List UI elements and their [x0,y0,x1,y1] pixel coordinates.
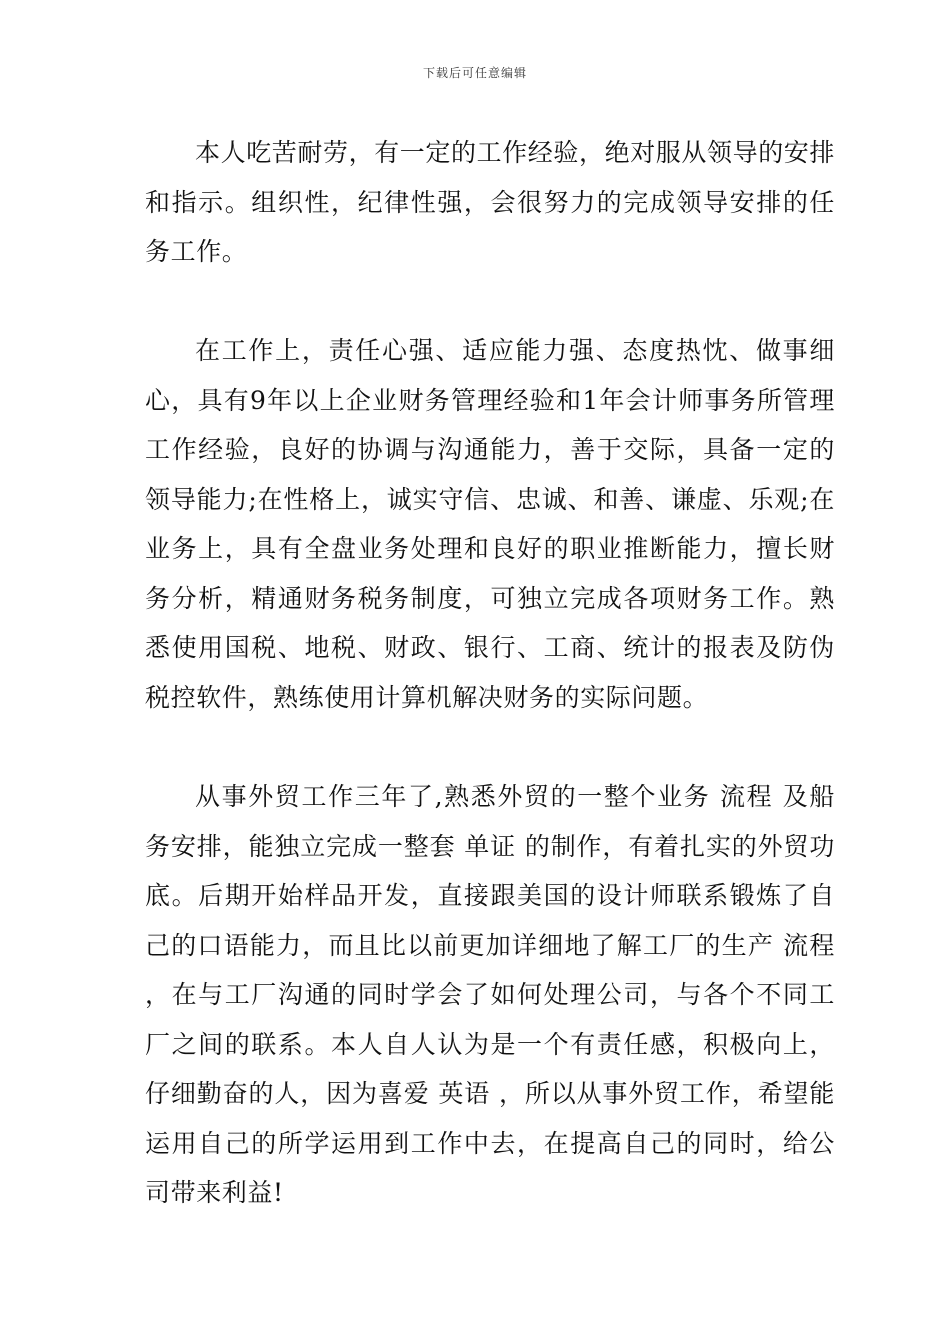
page-header-note: 下载后可任意编辑 [422,66,527,80]
paragraph-3 [145,772,835,1218]
paragraph-text: 在工作上，责任心强、适应能力强、态度热忱、做事细心，具有9年以上企业财务管理经验和1年会计师事务所管理工作经验，良好的协调与沟通能力，善于交际，具备一定的领导能力;在性格上，诚实守信、忠诚、和善、谦虚、乐观;在业务上，具有全盘业务处理和良好的职业推断能力，擅长财务分析，精通财务税务制度，可独立完成各项财务工作。熟悉使用国税、地税、财政、银行、工商、统计的报表及防伪税控软件，熟练使用计算机解决财务的实际问题。 [145,336,835,712]
paragraph-1 [145,128,835,277]
paragraph-2 [145,326,835,722]
paragraph-text: 从事外贸工作三年了,熟悉外贸的一整个业务 流程 及船务安排，能独立完成一整套 单证 的制作，有着扎实的外贸功底。后期开始样品开发，直接跟美国的设计师联系锻炼了自己的口语能力，而且比以前更加详细地了解工厂的生产 流程 ，在与工厂沟通的同时学会了如何处理公司，与各个不同工厂之间的联系。本人自人认为是一个有责任感，积极向上，仔细勤奋的人，因为喜爱 英语 ，所以从事外贸工作，希望能运用自己的所学运用到工作中去，在提高自己的同时，给公司带来利益! [145,782,835,1207]
paragraph-text: 本人吃苦耐劳，有一定的工作经验，绝对服从领导的安排和指示。组织性，纪律性强，会很努力的完成领导安排的任务工作。 [145,138,836,266]
